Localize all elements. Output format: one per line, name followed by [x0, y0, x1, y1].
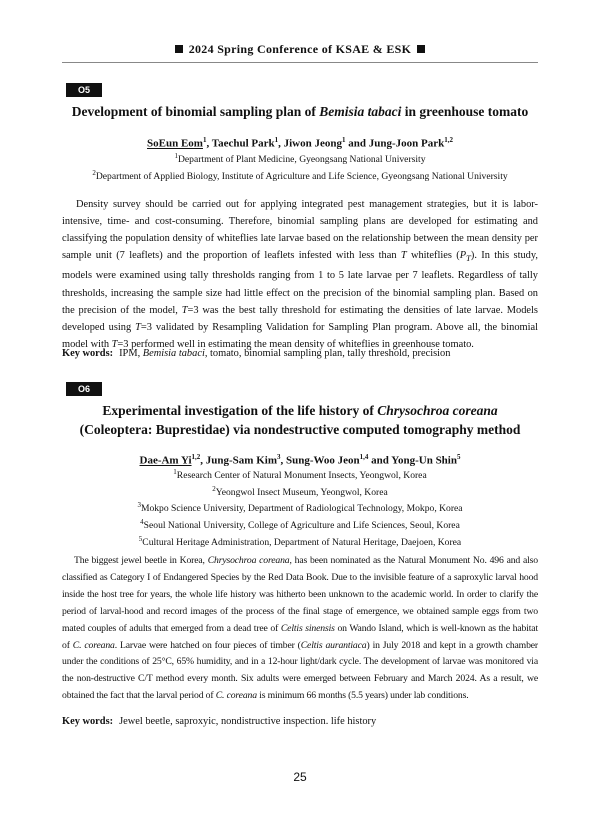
affiliation-5: $^5$Cultural Heritage Administration, Department of Natural Heritage, Daejoen, Korea [138, 534, 462, 548]
abstract-title: Experimental investigation of the life history of Chrysochroa coreana (Coleoptera: Buprestidae) via nondestructive computed tomography method [79, 403, 521, 437]
page-number: 25 [293, 770, 307, 784]
affiliation-2: $^2$Department of Applied Biology, Institute of Agriculture and Life Science, Gyeongsang National University [92, 168, 508, 182]
author-list: Dae-Am Yi$^{1,2}$, Jung-Sam Kim$^3$, Sung-Woo Jeon$^{1,4}$ and Yong-Un Shin$^5$ [139, 453, 461, 467]
affiliation-3: $^3$Mokpo Science University, Department of Radiological Technology, Mokpo, Korea [137, 501, 463, 515]
abstract-badge: O5 [66, 83, 102, 97]
affiliation-1: $^1$Department of Plant Medicine, Gyeongsang National University [174, 152, 426, 166]
affiliations [62, 150, 538, 183]
affiliation-1: $^1$Research Center of Natural Monument Insects, Yeongwol, Korea [173, 468, 427, 482]
header-rule [62, 62, 538, 63]
square-bullet-icon [175, 45, 183, 53]
author-list: SoEun Eom$^1$, Taechul Park$^1$, Jiwon Jeong$^1$ and Jung-Joon Park$^{1,2}$ [147, 136, 453, 150]
affiliation-2: $^2$Yeongwol Insect Museum, Yeongwol, Korea [212, 484, 388, 498]
square-bullet-icon [417, 45, 425, 53]
abstract-title: Development of binomial sampling plan of Bemisia tabaci in greenhouse tomato [71, 104, 529, 119]
keywords: Key words: IPM, Bemisia tabaci, tomato, binomial sampling plan, tally threshold, precision [62, 348, 451, 359]
abstract-body: Density survey should be carried out for applying integrated pest management strategies, but it is labor-intensive, time- and cost-consuming. Therefore, binomial sampling plans are developed for estimating and classifying the population density of whiteflies late larvae based on the relationship between the mean density per sample unit (7 leaflets) and the proportion of leaflets infested with less than T whiteflies $(P_T)$. In this study, models were examined using tally thresholds ranging from 1 to 5 late larvae per 7 leaflets. Regardless of tally thresholds, increasing the sample size had little effect on the precision of the binomial sampling plan. Based on the precision of the model, T=3 was the best tally threshold for estimating the densities of late larvae. Models developed using T=3 validated by Resampling Validation for Sampling Plan program. Above all, the binomial model with T=3 performed well in estimating the mean density of whiteflies in greenhouse tomato. [62, 199, 538, 350]
affiliation-4: $^4$Seoul National University, College of Agriculture and Life Sciences, Seoul, Korea [140, 518, 460, 532]
affiliations [62, 466, 538, 549]
keywords: Key words: Jewel beetle, saproxyic, nondistructive inspection. life history [62, 716, 377, 727]
abstract-body: The biggest jewel beetle in Korea, Chrysochroa coreana, has been nominated as the Natural Monument No. 496 and also classified as Category I of Endangered Species by the Red Data Book. Due to the invisible feature of a saproxylic larval hood inside the host tree for years, the whole life history was hitherto been unknown to the academic world. In order to clarify the period of larval-hood and record images of the process of the final stage of emergence, we obtained sample eggs from two mated couples of adults that emerged from a dead tree of Celtis sinensis on Wando Island, which is well-known as the habitat of C. coreana. Larvae were hatched on four pieces of timber (Celtis aurantiaca) in July 2018 and kept in a growth chamber under the conditions of 25°C, 65% humidity, and in a 12-hour light/dark cycle. The development of larvae was monitored via the non-destructive C/T method every month. Six adults were emerged between February and March 2024. As a result, we obtained the fact that the larval period of C. coreana is minimum 66 months (5.5 years) under lab conditions. [62, 555, 538, 702]
conference-header: 2024 Spring Conference of KSAE & ESK [0, 42, 600, 57]
abstract-badge: O6 [66, 382, 102, 396]
